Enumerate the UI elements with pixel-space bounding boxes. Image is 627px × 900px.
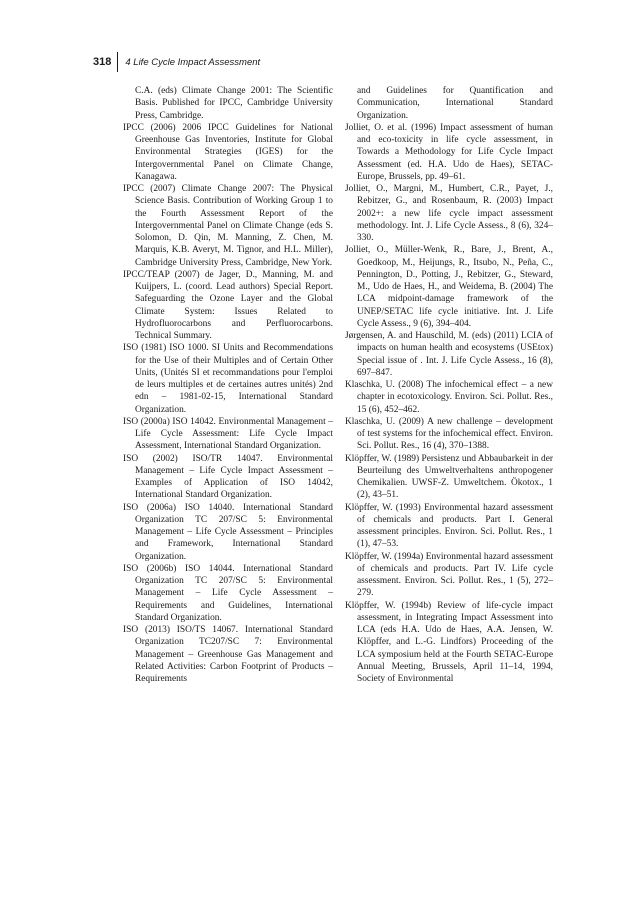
reference-entry: IPCC (2006) 2006 IPCC Guidelines for National Greenhouse Gas Inventories, Institute for Global Environmental Strategies (IGES) for the Intergovernmental Panel on Climate Change, Kanagawa. — [123, 122, 333, 182]
reference-entry: Klaschka, U. (2008) The infochemical effect – a new chapter in ecotoxicology. Environ. Sci. Pollut. Res., 15 (6), 452–462. — [345, 380, 553, 415]
reference-entry: Klöpffer, W. (1989) Persistenz und Abbaubarkeit in der Beurteilung des Umweltverhaltens anthropogener Chemikalien. UWSF-Z. Umweltchem. Ökotox., 1 (2), 43–51. — [345, 453, 553, 501]
header-divider — [117, 52, 118, 72]
reference-entry: Klaschka, U. (2009) A new challenge – development of test systems for the infochemical effect. Environ. Sci. Pollut. Res., 16 (4), 370–1388. — [345, 416, 553, 452]
reference-entry: ISO (2002) ISO/TR 14047. Environmental Management – Life Cycle Impact Assessment – Examples of Application of ISO 14042, International Standard Organization. — [123, 453, 333, 501]
reference-entry: Klöpffer, W. (1993) Environmental hazard assessment of chemicals and products. Part I. General assessment principles. Environ. Sci. Pollut. Res., 1 (1), 47–53. — [345, 502, 553, 550]
reference-entry: Jolliet, O., Margni, M., Humbert, C.R., Payet, J., Rebitzer, G., and Rosenbaum, R. (2003) Impact 2002+: a new life cycle impact assessment methodology. Int. J. Life Cycle Assess., 8 (6), 324–330. — [345, 184, 553, 243]
reference-entry: Klöpffer, W. (1994b) Review of life-cycle impact assessment, in Integrating Impact Assessment into LCA (eds H.A. Udo de Haes, A.A. Jensen, W. Klöpffer, and L.-G. Lindfors) Proceeding of the LCA symposium held at the Fourth SETAC-Europe Annual Meeting, Brussels, April 11–14, 1994, Society of Environmental — [345, 600, 553, 684]
reference-entry: ISO (2013) ISO/TS 14067. International Standard Organization TC207/SC 7: Environmental Management – Greenhouse Gas Management and Related Activities: Carbon Footprint of Products – Requirements — [123, 625, 333, 684]
reference-column-right — [345, 85, 553, 685]
reference-entry: ISO (1981) ISO 1000. SI Units and Recommendations for the Use of their Multiples and of Certain Other Units, (Unités SI et recommandations pour l'emploi de leurs multiples et de certaines autres unités) 2nd edn – 1981-02-15, International Standard Organization. — [123, 343, 333, 415]
running-header — [93, 52, 260, 72]
reference-entry: Jolliet, O., Müller-Wenk, R., Bare, J., Brent, A., Goedkoop, M., Heijungs, R., Itsubo, N., Peña, C., Pennington, D., Potting, J., Rebitzer, G., Steward, M., Udo de Haes, H., and Weidema, B. (2004) The LCA midpoint-damage framework of the UNEP/SETAC life cycle initiative. Int. J. Life Cycle Assess., 9 (6), 394–404. — [345, 245, 553, 329]
reference-entry: IPCC (2007) Climate Change 2007: The Physical Science Basis. Contribution of Working Group 1 to the Fourth Assessment Report of the Intergovernmental Panel on Climate Change (eds S. Solomon, D. Qin, M. Manning, Z. Chen, M. Marquis, K.B. Averyt, M. Tignor, and H.L. Miller), Cambridge University Press, Cambridge, New York. — [123, 184, 333, 268]
page-number: 318 — [93, 56, 112, 68]
reference-entry: ISO (2006a) ISO 14040. International Standard Organization TC 207/SC 5: Environmental Management – Life Cycle Assessment – Principles and Framework, International Standard Organization. — [123, 502, 333, 562]
running-head-title: 4 Life Cycle Impact Assessment — [125, 56, 261, 68]
reference-entry: Jolliet, O. et al. (1996) Impact assessment of human and eco-toxicity in life cycle assessment, in Towards a Methodology for Life Cycle Impact Assessment (ed. H.A. Udo de Haes), SETAC-Europe, Brussels, pp. 49–61. — [345, 122, 553, 182]
reference-entry: Jørgensen, A. and Hauschild, M. (eds) (2011) LCIA of impacts on human health and ecosystems (USEtox) Special issue of . Int. J. Life Cycle Assess., 16 (8), 697–847. — [345, 331, 553, 378]
reference-entry: and Guidelines for Quantification and Communication, International Standard Organization. — [357, 86, 553, 121]
reference-entry: IPCC/TEAP (2007) de Jager, D., Manning, M. and Kuijpers, L. (coord. Lead authors) Special Report. Safeguarding the Ozone Layer and the Global Climate System: Issues Related to Hydrofluorocarbons and Perfluorocarbons. Technical Summary. — [123, 269, 333, 341]
reference-entry: C.A. (eds) Climate Change 2001: The Scientific Basis. Published for IPCC, Cambridge University Press, Cambridge. — [135, 86, 333, 121]
reference-entry: Klöpffer, W. (1994a) Environmental hazard assessment of chemicals and products. Part IV. Life cycle assessment. Environ. Sci. Pollut. Res., 1 (5), 272–279. — [345, 551, 553, 599]
reference-entry: ISO (2006b) ISO 14044. International Standard Organization TC 207/SC 5: Environmental Management – Life Cycle Assessment – Requirements and Guidelines, International Standard Organization. — [123, 563, 333, 623]
reference-entry: ISO (2000a) ISO 14042. Environmental Management – Life Cycle Assessment: Life Cycle Impact Assessment, International Standard Organization. — [123, 416, 333, 452]
reference-column-left — [123, 85, 333, 685]
